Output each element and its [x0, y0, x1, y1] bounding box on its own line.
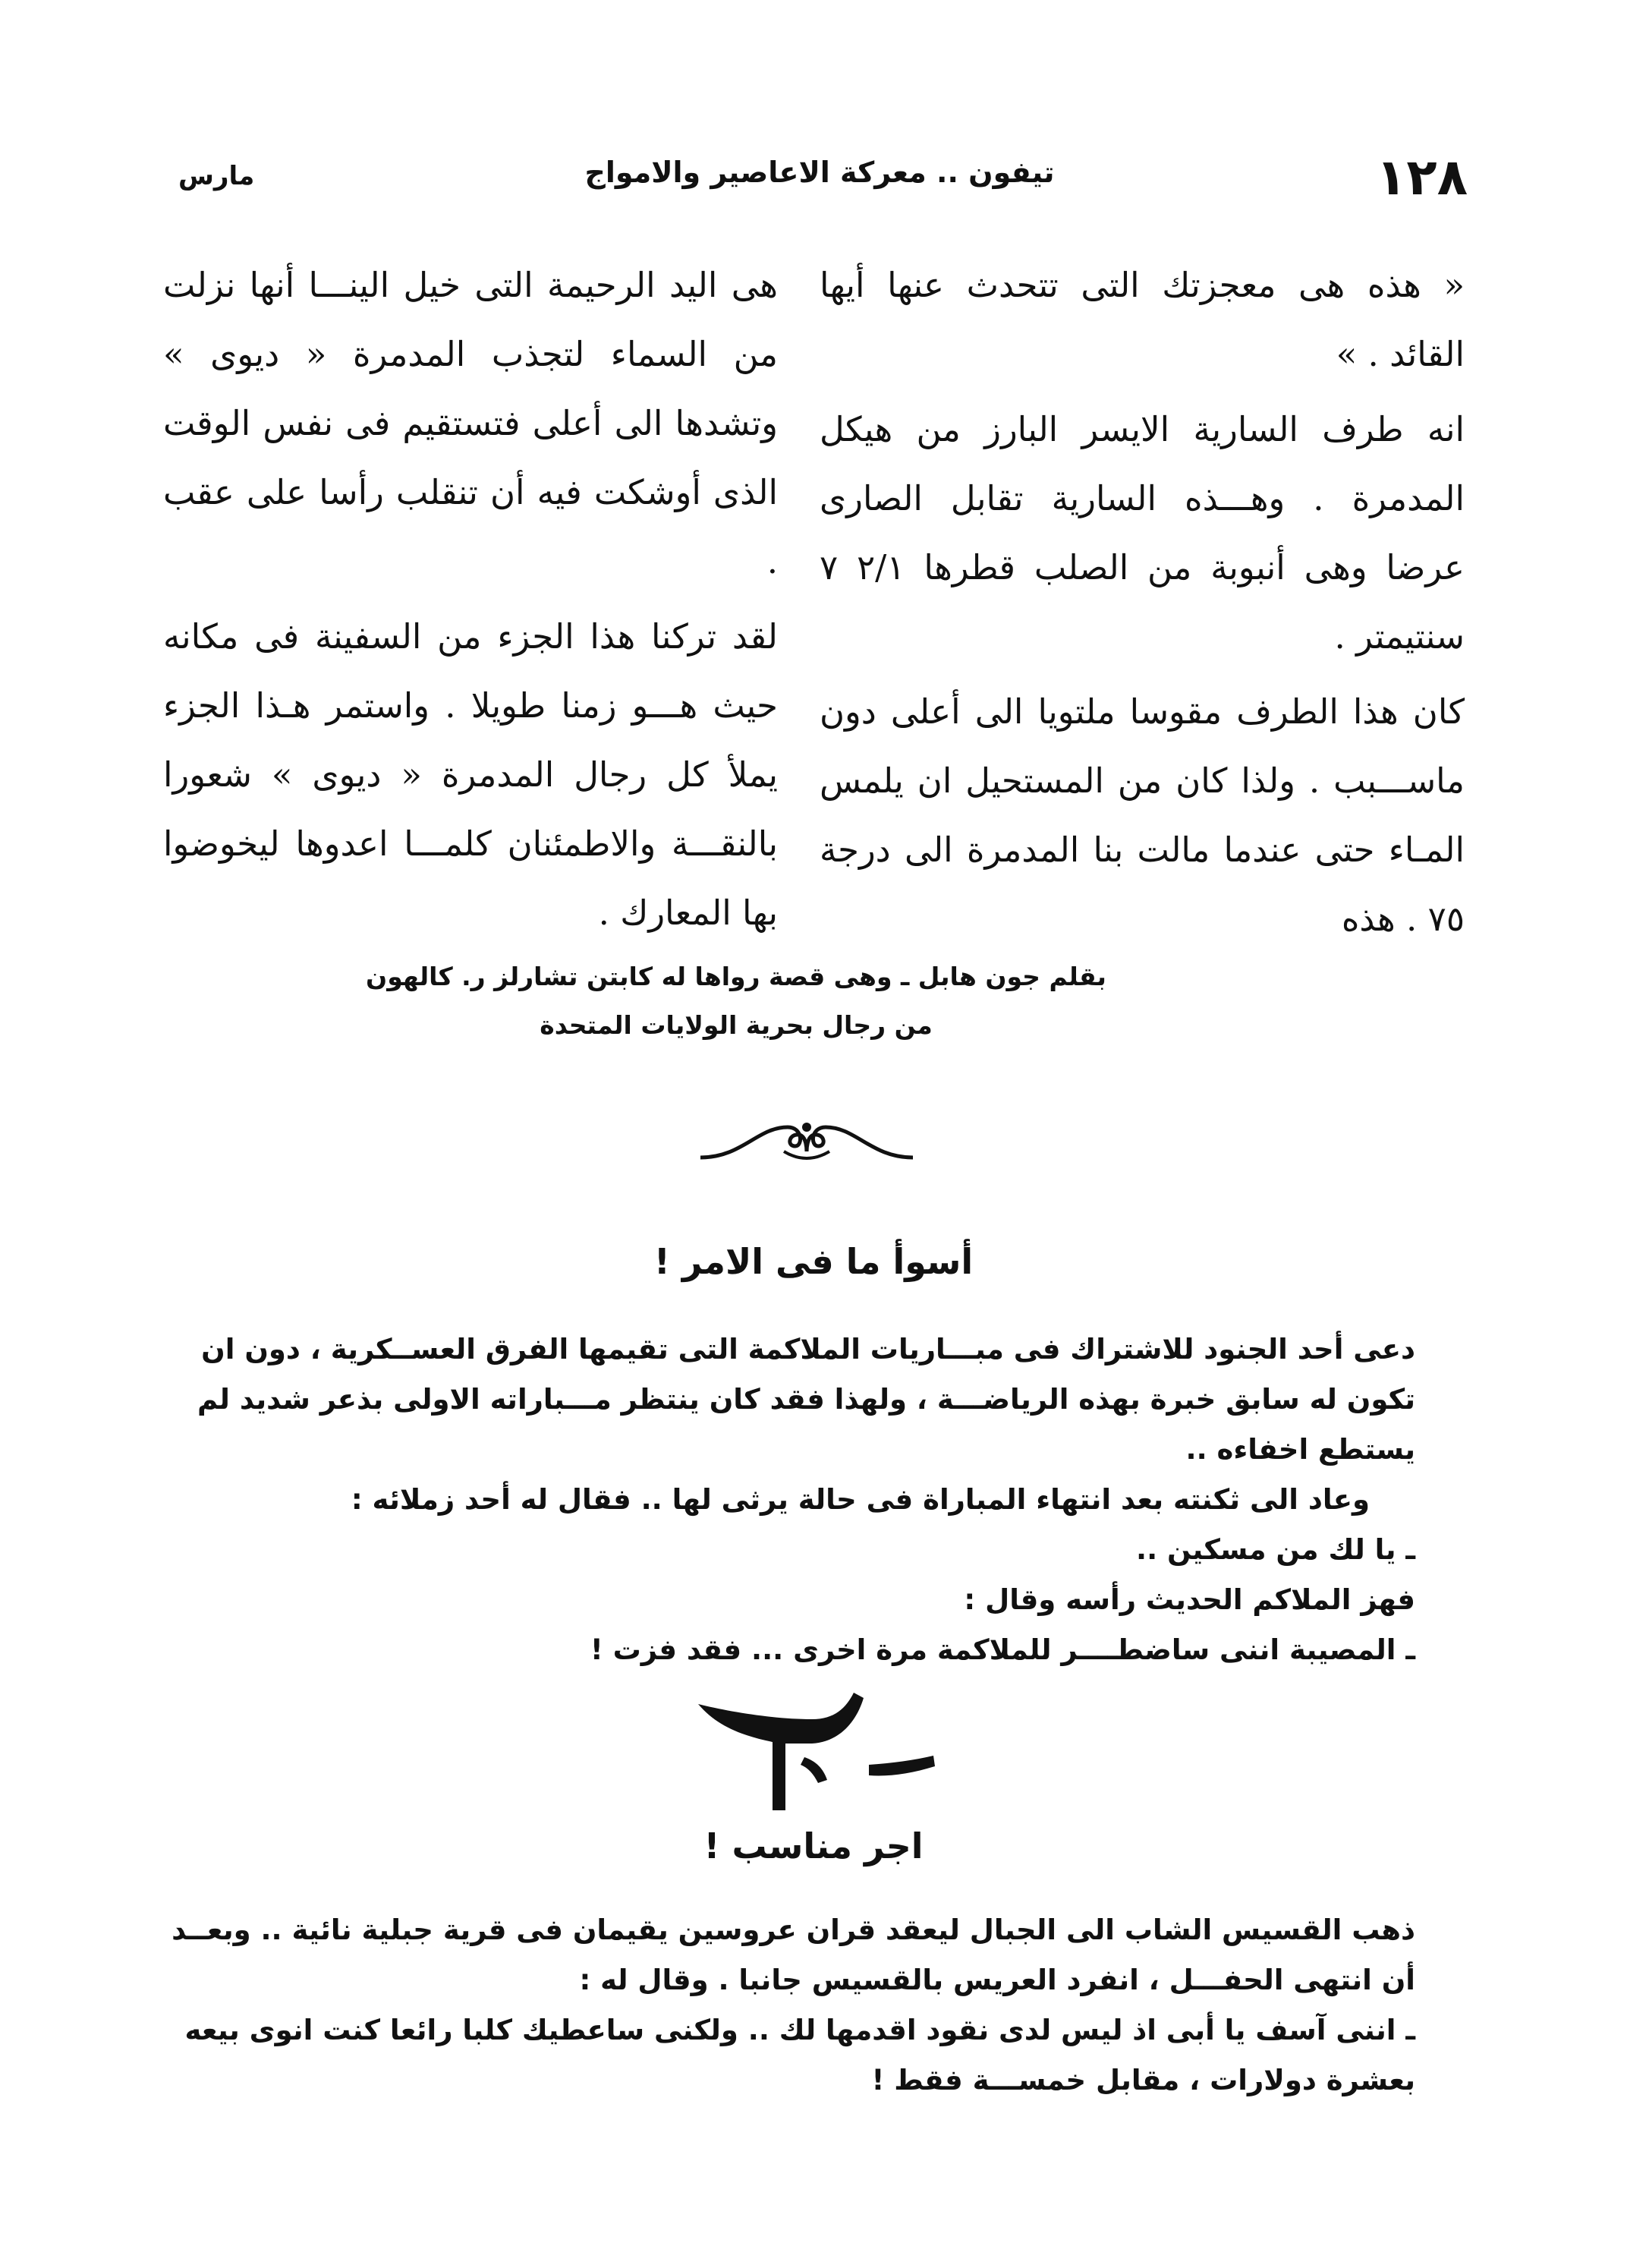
article-paragraph: انه طرف السارية الايسر البارز من هيكل المدمرة . وهـــذه السارية تقابل الصارى عرضا وهى أنبوبة من الصلب قطرها ٢/١ ٧ سنتيمتر .	[820, 409, 1465, 657]
article-paragraph: لقد تركنا هذا الجزء من السفينة فى مكانه حيث هـــو زمنا طويلا . واستمر هـذا الجزء يملأ كل رجال المدمرة « ديوى » شعورا بالنقـــة والاطمئنان كلمـــا اعدوها ليخوضوا بها المعارك .	[163, 616, 778, 933]
joke-dialogue: ـ يا لك من مسكين ..	[1136, 1533, 1415, 1566]
article-left-column	[163, 250, 778, 953]
byline-line: من رجال بحرية الولايات المتحدة	[540, 1010, 933, 1040]
joke-body	[171, 1325, 1415, 1675]
joke-paragraph: فهز الملاكم الحديث رأسه وقال :	[964, 1583, 1415, 1616]
joke-paragraph: ذهب القسيس الشاب الى الجبال ليعقد قران عروسين يقيمان فى قرية جبلية نائية .. وبعــد أن انتهى الحفـــل ، انفرد العريس بالقسيس جانبا . وقال له :	[172, 1914, 1415, 1996]
ornament-divider-icon	[697, 1104, 917, 1173]
calligraphic-divider-icon	[683, 1689, 941, 1825]
joke-title: أسوأ ما فى الامر !	[653, 1241, 974, 1282]
joke-paragraph: دعى أحد الجنود للاشتراك فى مبـــاريات الملاكمة التى تقيمها الفرق العســكرية ، دون ان تكون له سابق خبرة بهذه الرياضـــة ، ولهذا فقد كان ينتظر مـــباراته الاولى بذعر شديد لم يستطع اخفاءه ..	[197, 1333, 1415, 1466]
joke-dialogue: ـ اننى آسف يا أبى اذ ليس لدى نقود اقدمها لك .. ولكنى ساعطيك كلبا رائعا كنت انوى بيعه بعشرة دولارات ، مقابل خمســـة فقط !	[184, 2014, 1415, 2096]
issue-month: مارس	[178, 161, 255, 191]
article-paragraph: هى اليد الرحيمة التى خيل الينـــا أنها نزلت من السماء لتجذب المدمرة « ديوى » وتشدها الى أعلى فتستقيم فى نفس الوقت الذى أوشكت فيه أن تنقلب رأسا على عقب .	[163, 265, 778, 581]
article-paragraph: « هذه هى معجزتك التى تتحدث عنها أيها القائد . »	[820, 265, 1465, 374]
joke-body	[171, 1905, 1415, 2106]
joke-title: اجر مناسب !	[703, 1825, 924, 1866]
article-right-column	[820, 250, 1465, 959]
running-title: تيفون .. معركة الاعاصير والامواج	[584, 156, 1055, 189]
byline-line: بقلم جون هابل ـ وهى قصة رواها له كابتن تشارلز ر. كالهون	[366, 962, 1106, 991]
article-byline	[288, 953, 1184, 1050]
page-number: ١٢٨	[1376, 148, 1468, 206]
joke-dialogue: ـ المصيبة اننى ساضطــــر للملاكمة مرة اخرى ... فقد فزت !	[590, 1633, 1415, 1666]
joke-paragraph: وعاد الى ثكنته بعد انتهاء المباراة فى حالة يرثى لها .. فقال له أحد زملائه :	[351, 1483, 1370, 1516]
article-paragraph: كان هذا الطرف مقوسا ملتويا الى أعلى دون ماســـبب . ولذا كان من المستحيل ان يلمس المـاء حتى عندما مالت بنا المدمرة الى درجة ٧٥ . هذه	[820, 691, 1465, 939]
